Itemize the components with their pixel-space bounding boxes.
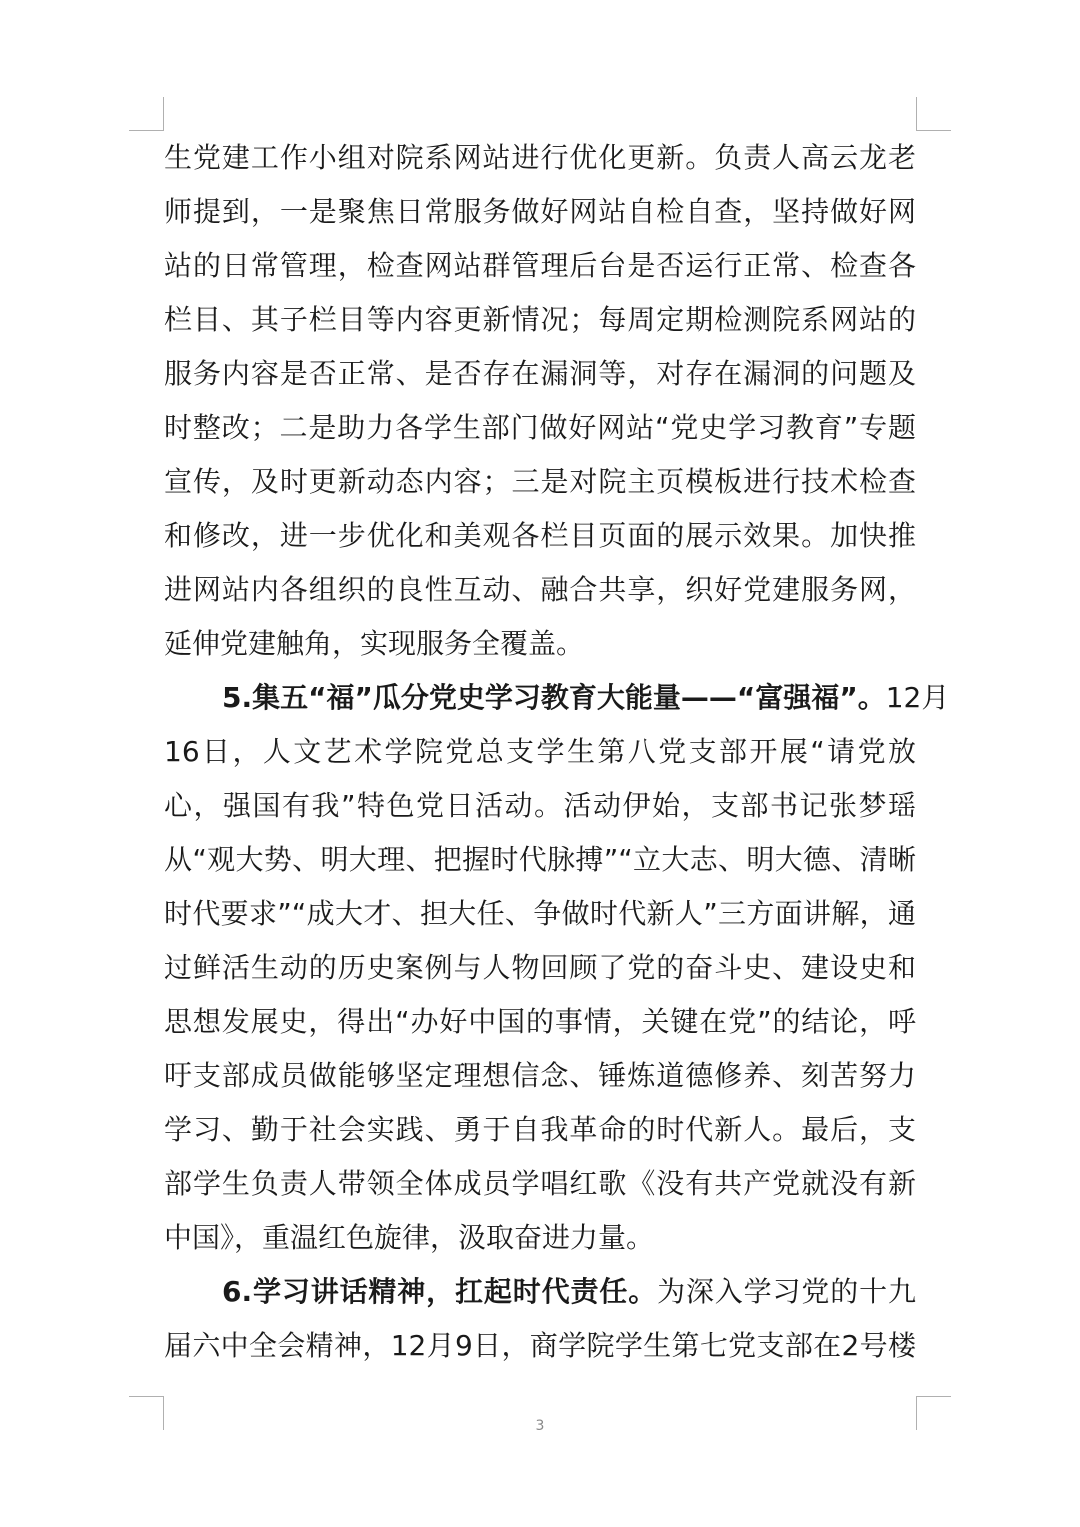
section-heading-5: 5.集五“福”瓜分党史学习教育大能量——“富强福”。	[222, 681, 886, 714]
text-line: 延伸党建触角，实现服务全覆盖。	[164, 627, 585, 660]
text-line: 思想发展史，得出“办好中国的事情，关键在党”的结论，呼	[164, 1005, 916, 1038]
text-line: 生党建工作小组对院系网站进行优化更新。负责人高云龙老	[164, 141, 916, 174]
crop-mark-bottom-left-horizontal	[129, 1396, 164, 1397]
crop-mark-top-right-vertical	[916, 97, 917, 131]
text-run: 12月	[885, 681, 950, 714]
section-heading-line	[164, 1265, 916, 1319]
text-line: 栏目、其子栏目等内容更新情况；每周定期检测院系网站的	[164, 303, 916, 336]
text-line: 从“观大势、明大理、把握时代脉搏”“立大志、明大德、清晰	[164, 843, 916, 876]
text-line: 部学生负责人带领全体成员学唱红歌《没有共产党就没有新	[164, 1167, 916, 1200]
text-line: 宣传，及时更新动态内容；三是对院主页模板进行技术检查	[164, 465, 916, 498]
text-line: 服务内容是否正常、是否存在漏洞等，对存在漏洞的问题及	[164, 357, 916, 390]
section-heading-line	[164, 671, 950, 725]
page-number: 3	[535, 1418, 545, 1434]
text-line: 时整改；二是助力各学生部门做好网站“党史学习教育”专题	[164, 411, 916, 444]
text-line: 心，强国有我”特色党日活动。活动伊始，支部书记张梦瑶	[164, 789, 916, 822]
text-line: 师提到，一是聚焦日常服务做好网站自检自查，坚持做好网	[164, 195, 916, 228]
text-line: 过鲜活生动的历史案例与人物回顾了党的奋斗史、建设史和	[164, 951, 916, 984]
text-line: 16日，人文艺术学院党总支学生第八党支部开展“请党放	[164, 735, 916, 768]
text-line: 学习、勤于社会实践、勇于自我革命的时代新人。最后，支	[164, 1113, 916, 1146]
text-line: 进网站内各组织的良性互动、融合共享，织好党建服务网，	[164, 573, 916, 606]
crop-mark-top-left-vertical	[163, 97, 164, 131]
text-line: 时代要求”“成大才、担大任、争做时代新人”三方面讲解，通	[164, 897, 916, 930]
text-run: 为深入学习党的十九	[657, 1275, 916, 1308]
section-heading-6: 6.学习讲话精神，扛起时代责任。	[222, 1275, 658, 1308]
crop-mark-top-left-horizontal	[129, 130, 164, 131]
body-text	[164, 131, 950, 1373]
text-line: 中国》，重温红色旋律，汲取奋进力量。	[164, 1221, 655, 1254]
text-line: 站的日常管理，检查网站群管理后台是否运行正常、检查各	[164, 249, 916, 282]
text-line: 吁支部成员做能够坚定理想信念、锤炼道德修养、刻苦努力	[164, 1059, 916, 1092]
crop-mark-bottom-right-horizontal	[916, 1396, 951, 1397]
text-line: 届六中全会精神，12月9日，商学院学生第七党支部在2号楼	[164, 1329, 916, 1362]
crop-mark-top-right-horizontal	[916, 130, 951, 131]
text-line: 和修改，进一步优化和美观各栏目页面的展示效果。加快推	[164, 519, 916, 552]
